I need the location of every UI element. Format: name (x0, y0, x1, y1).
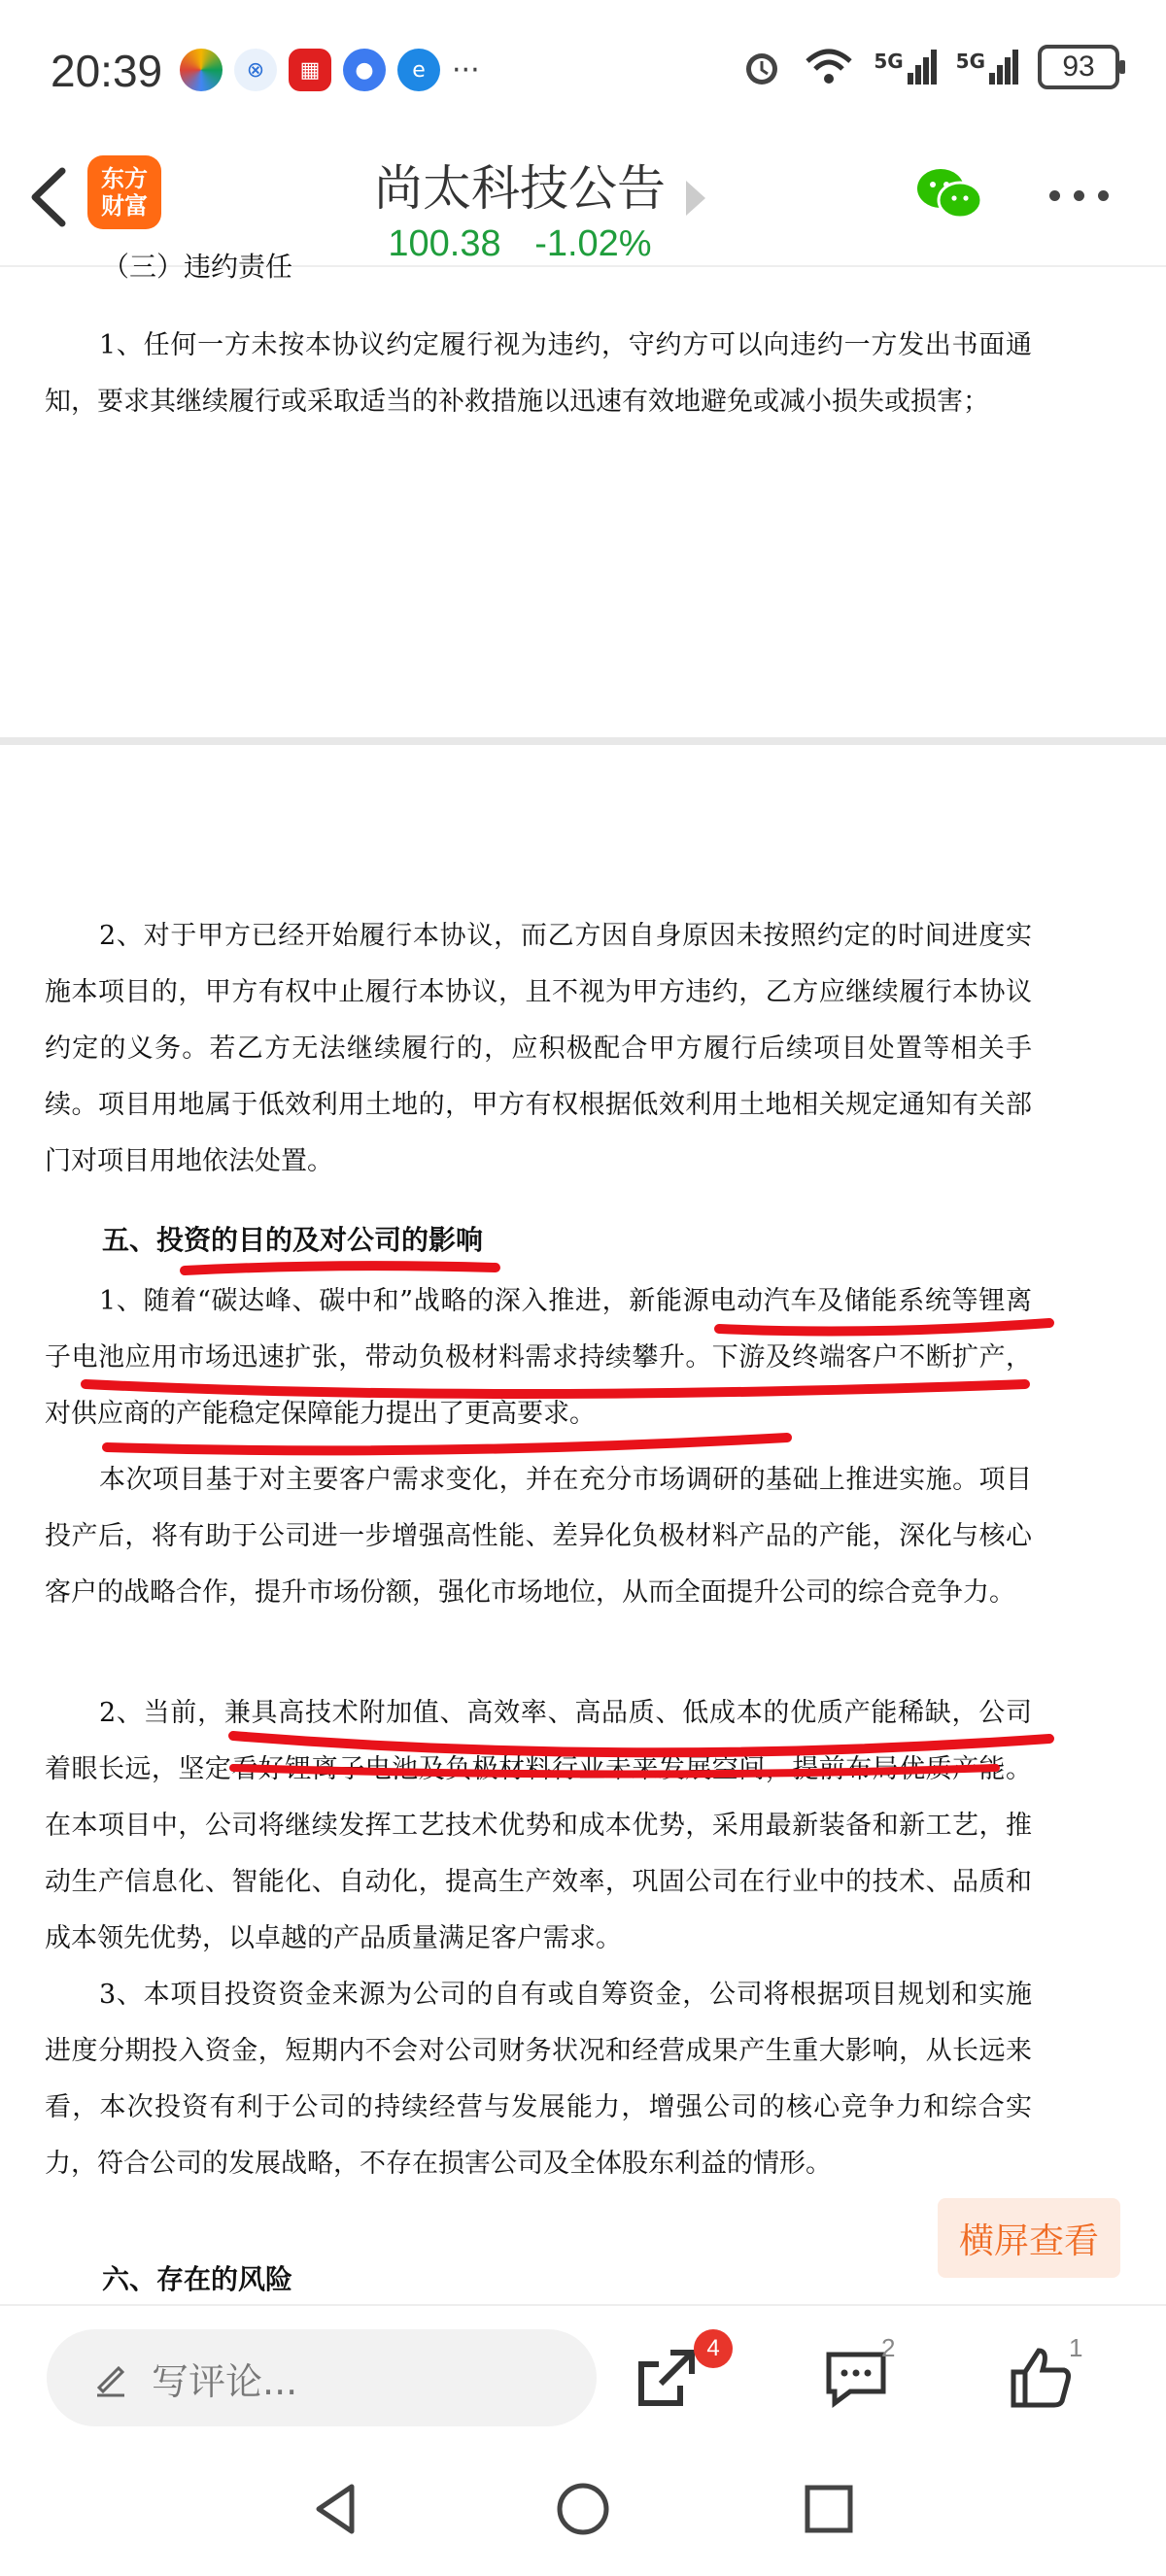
like-icon[interactable] (1006, 2343, 1076, 2413)
stock-change: -1.02% (534, 223, 652, 264)
paragraph-purpose-3: 2、当前，兼具高技术附加值、高效率、高品质、低成本的优质产能稀缺，公司着眼长远，坚定看好锂离子电池及负极材料行业未来发展空间，提前布局优质产能。在本项目中，公司将继续发挥工艺技术优势和成本优势，采用最新装备和新工艺，推动生产信息化、智能化、自动化，提高生产效率，巩固公司在行业中的技术、品质和成本领先优势，以卓越的产品质量满足客户需求。 (45, 1698, 1032, 1953)
app-icon-red: ▦ (289, 49, 331, 91)
nav-back-icon[interactable] (303, 2475, 371, 2543)
page-divider (0, 737, 1166, 745)
wifi-icon (804, 46, 854, 88)
underline-1 (185, 1266, 496, 1271)
paragraph-breach-2: 2、对于甲方已经开始履行本协议，而乙方因自身原因未按照约定的时间进度实施本项目的，甲方有权中止履行本协议，且不视为甲方违约，乙方应继续履行本协议约定的义务。若乙方无法继续履行的，应积极配合甲方履行后续项目处置等相关手续。项目用地属于低效利用土地的，甲方有权根据低效利用土地相关规定通知有关部门对项目用地依法处置。 (45, 921, 1032, 1176)
status-time: 20:39 (51, 46, 163, 96)
system-status (739, 45, 1119, 89)
pen-icon (91, 2358, 130, 2397)
like-count: 1 (1069, 2333, 1083, 2362)
nav-recent-icon[interactable] (795, 2475, 863, 2543)
signal-2 (956, 50, 1018, 85)
paragraph-purpose-4: 3、本项目投资资金来源为公司的自有或自筹资金，公司将根据项目规划和实施进度分期投入资金，短期内不会对公司财务状况和经营成果产生重大影响，从长远来看，本次投资有利于公司的持续经营与发展能力，增强公司的核心竞争力和综合实力，符合公司的发展战略，不存在损害公司及全体股东利益的情形。 (45, 1980, 1032, 2179)
wechat-icon[interactable] (915, 165, 983, 223)
signal-label-1: 5G (874, 50, 904, 73)
share-badge: 4 (694, 2329, 733, 2368)
page-title: 尚太科技公告 (374, 160, 666, 217)
paragraph-purpose-1: 1、随着“碳达峰、碳中和”战略的深入推进，新能源电动汽车及储能系统等锂离子电池应用市场迅速扩张，带动负极材料需求持续攀升。下游及终端客户不断扩产，对供应商的产能稳定保障能力提出了更高要求。 (45, 1286, 1032, 1429)
signal-1 (874, 50, 936, 85)
nav-home-icon[interactable] (549, 2475, 617, 2543)
more-icon[interactable] (1049, 190, 1109, 201)
alarm-icon (739, 45, 784, 89)
stock-price: 100.38 (388, 223, 501, 264)
comment-count: 2 (881, 2333, 896, 2362)
more-notifications-icon: ··· (452, 52, 480, 87)
stock-quote (350, 223, 690, 265)
notification-icons (180, 49, 480, 91)
app-icon-browser: e (397, 49, 440, 91)
logo-text-2: 财富 (101, 192, 148, 220)
section-heading-partial: （三）违约责任 (102, 251, 293, 283)
section-heading-6: 六、存在的风险 (102, 2263, 293, 2295)
app-icon-swirl: ⊗ (234, 49, 277, 91)
status-bar (0, 0, 1166, 146)
battery-indicator: 93 (1038, 45, 1119, 89)
system-nav-bar (0, 2440, 1166, 2576)
quote-expand-icon[interactable] (686, 181, 705, 216)
section-heading-5: 五、投资的目的及对公司的影响 (102, 1224, 484, 1256)
app-icon-colorful (180, 49, 223, 91)
title-area[interactable] (350, 146, 690, 265)
signal-label-2: 5G (955, 50, 985, 73)
logo-text-1: 东方 (101, 165, 148, 192)
share-icon[interactable] (632, 2343, 702, 2413)
comment-input[interactable] (47, 2329, 597, 2426)
paragraph-breach-1: 1、任何一方未按本协议约定履行视为违约，守约方可以向违约一方发出书面通知，要求其继续履行或采取适当的补救措施以迅速有效地避免或减小损失或损害； (45, 330, 1032, 417)
landscape-view-button[interactable]: 横屏查看 (938, 2198, 1120, 2278)
back-arrow-icon[interactable] (23, 163, 82, 231)
app-icon-planet: ● (343, 49, 386, 91)
announcement-document (0, 251, 1166, 2307)
comment-placeholder: 写评论... (152, 2359, 298, 2403)
bottom-action-bar (0, 2304, 1166, 2440)
paragraph-purpose-2: 本次项目基于对主要客户需求变化，并在充分市场调研的基础上推进实施。项目投产后，将有助于公司进一步增强高性能、差异化负极材料产品的产能，深化与核心客户的战略合作，提升市场份额，强化市场地位，从而全面提升公司的综合竞争力。 (45, 1465, 1032, 1608)
eastmoney-logo[interactable] (87, 155, 161, 229)
